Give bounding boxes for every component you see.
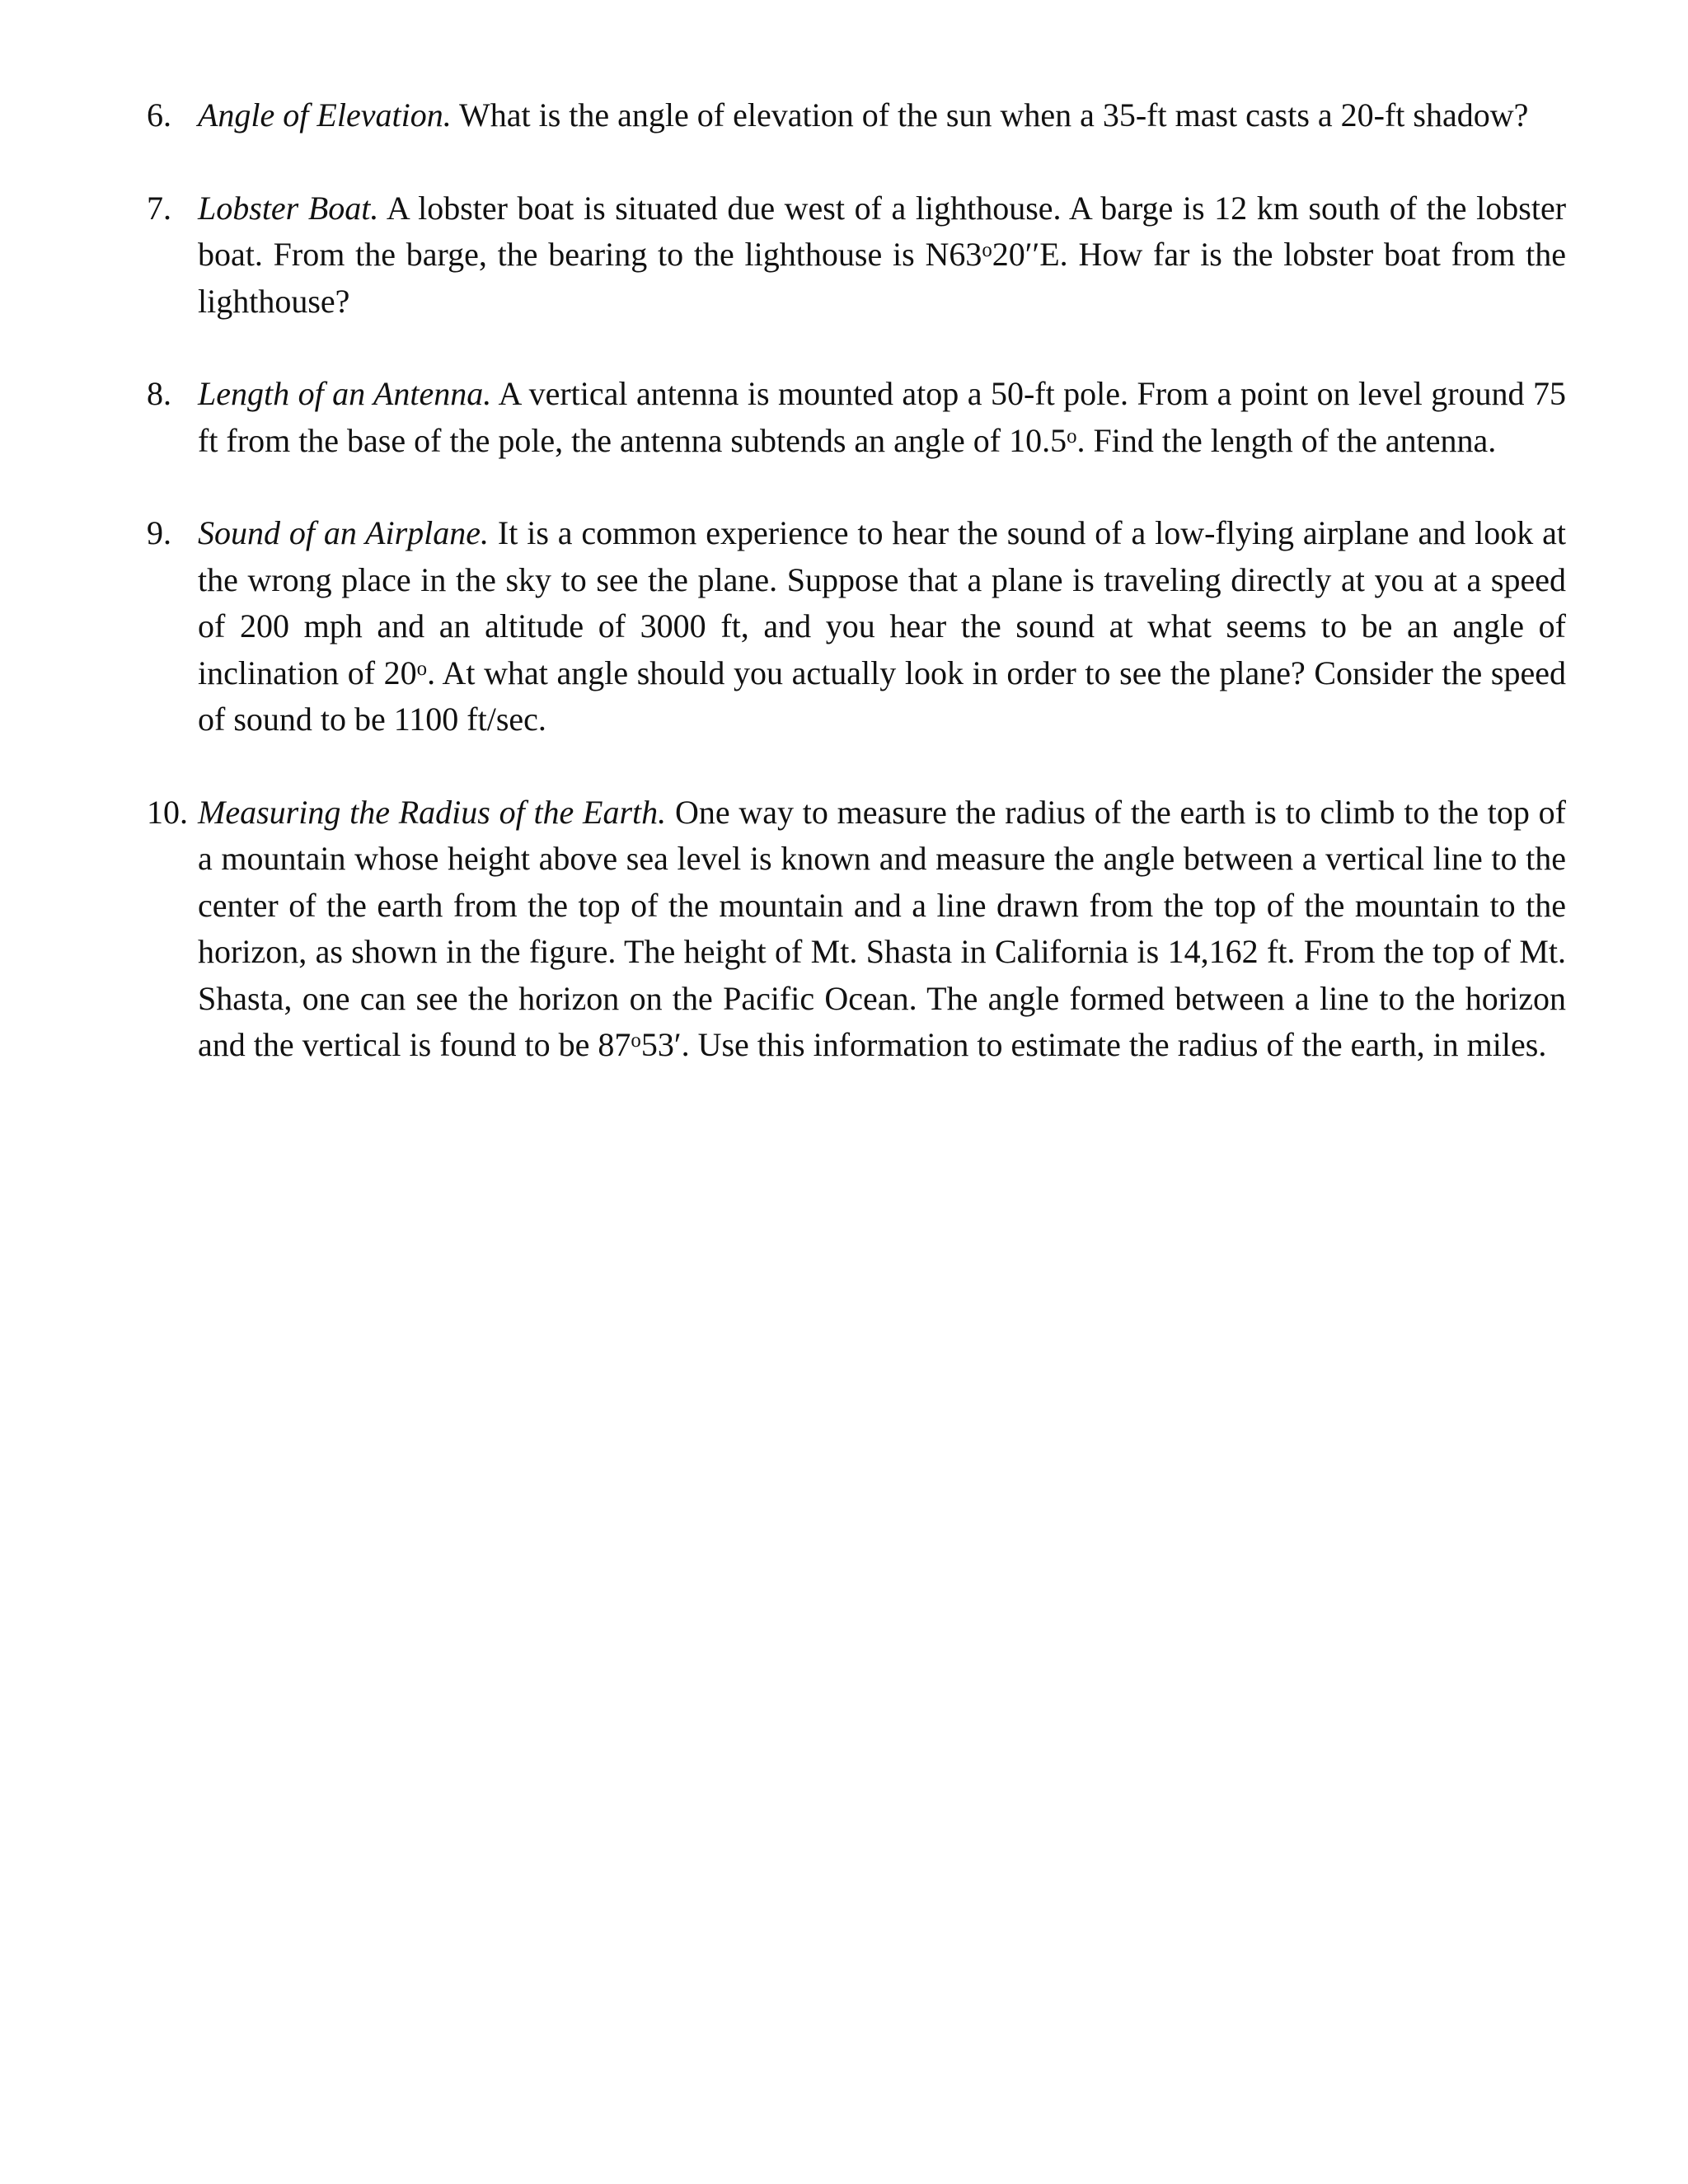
problem-6 bbox=[147, 92, 1566, 139]
problem-number: 9. bbox=[147, 514, 171, 551]
problem-number: 6. bbox=[147, 96, 171, 134]
problem-text: What is the angle of elevation of the sun when a 35-ft mast casts a 20-ft shadow? bbox=[458, 96, 1529, 134]
problem-title: Length of an Antenna. bbox=[198, 375, 492, 412]
problem-title: Angle of Elevation. bbox=[198, 96, 452, 134]
problem-list bbox=[147, 92, 1566, 1115]
problem-text-continued: 20′′E. How far is the lobster boat from the lighthouse? bbox=[198, 236, 1566, 320]
degree-symbol: o bbox=[631, 1029, 641, 1052]
degree-symbol: o bbox=[416, 657, 428, 680]
degree-symbol: o bbox=[982, 238, 992, 261]
problem-7 bbox=[147, 185, 1566, 326]
problem-text: A vertical antenna is mounted atop a 50-ft pole. From a point on level ground 75 ft from the base of the pole, the antenna subtends an angle of 10.5 bbox=[198, 375, 1567, 459]
problem-text: It is a common experience to hear the sound of a low-flying airplane and look at the wrong place in the sky to see the plane. Suppose that a plane is traveling directly at you at a speed of 200 mph and an altitude of 3000 ft, and you hear the sound at what seems to be an angle of inclination of 20 bbox=[198, 514, 1567, 691]
problem-number: 8. bbox=[147, 375, 171, 412]
problem-text: One way to measure the radius of the earth is to climb to the top of a mountain whose height above sea level is known and measure the angle between a vertical line to the center of the earth from the top of the mountain and a line drawn from the top of the mountain to the horizon, as shown in the figure. The height of Mt. Shasta in California is 14,162 ft. From the top of Mt. Shasta, one can see the horizon on the Pacific Ocean. The angle formed between a line to the horizon and the vertical is found to be 87 bbox=[198, 793, 1566, 1063]
problem-9 bbox=[147, 510, 1566, 743]
degree-symbol: o bbox=[1067, 424, 1077, 448]
problem-text-continued: 53′. Use this information to estimate the radius of the earth, in miles. bbox=[640, 1026, 1547, 1063]
problem-number: 10. bbox=[147, 793, 188, 831]
problem-title: Lobster Boat. bbox=[198, 189, 379, 227]
problem-8 bbox=[147, 371, 1566, 464]
problem-10 bbox=[147, 790, 1566, 1069]
problem-number: 7. bbox=[147, 189, 171, 227]
problem-text: A lobster boat is situated due west of a lighthouse. A barge is 12 km south of the lobster boat. From the barge, the bearing to the lighthouse is N63 bbox=[198, 189, 1567, 273]
problem-title: Sound of an Airplane. bbox=[198, 514, 490, 551]
problem-title: Measuring the Radius of the Earth. bbox=[198, 793, 667, 831]
problem-text-continued: . Find the length of the antenna. bbox=[1076, 421, 1497, 459]
problem-text-continued: . At what angle should you actually look in order to see the plane? Consider the speed of sound to be 1100 ft/sec. bbox=[198, 654, 1566, 738]
